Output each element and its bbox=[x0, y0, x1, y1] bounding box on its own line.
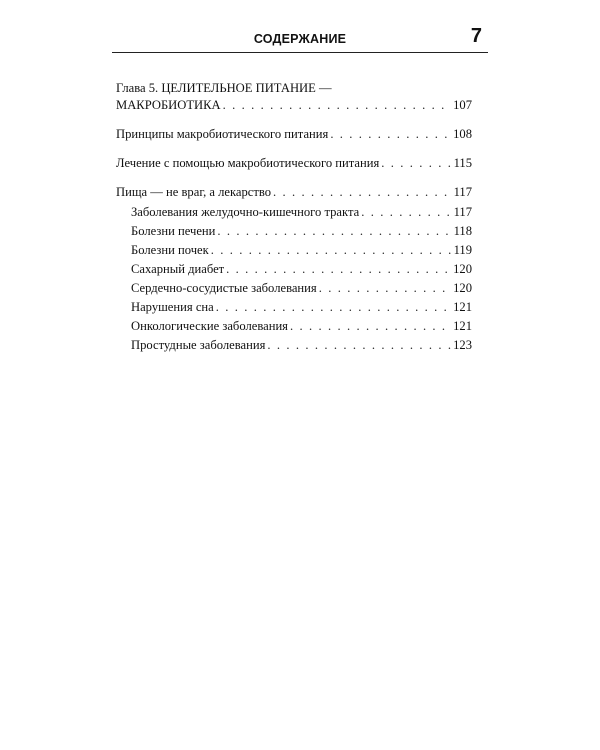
toc-subentry bbox=[116, 318, 472, 335]
toc-entry-page: 115 bbox=[453, 156, 472, 170]
running-header bbox=[112, 26, 488, 53]
chapter-title-line-2-row bbox=[116, 97, 472, 114]
toc-subentry bbox=[116, 299, 472, 316]
toc-subentry-title: Нарушения сна bbox=[131, 300, 214, 314]
dot-leader bbox=[267, 337, 451, 354]
dot-leader bbox=[319, 280, 451, 297]
dot-leader bbox=[223, 97, 451, 114]
toc-entry-title: Принципы макробиотического питания bbox=[116, 127, 329, 141]
toc-group-heading bbox=[116, 184, 472, 201]
dot-leader bbox=[361, 204, 451, 221]
toc-subentry bbox=[116, 261, 472, 278]
toc-subentry bbox=[116, 223, 472, 240]
toc-subentry-title: Сахарный диабет bbox=[131, 262, 225, 276]
toc-entry-title: Лечение с помощью макробиотического питания bbox=[116, 156, 380, 170]
header-title: СОДЕРЖАНИЕ bbox=[253, 32, 347, 46]
toc-subentry bbox=[116, 280, 472, 297]
toc-subentry-page: 121 bbox=[453, 319, 472, 333]
dot-leader bbox=[330, 126, 451, 143]
toc-entry-page: 108 bbox=[453, 127, 472, 141]
dot-leader bbox=[211, 242, 452, 259]
toc-entry bbox=[116, 155, 472, 172]
dot-leader bbox=[381, 155, 451, 172]
toc-group-title: Пища — не враг, а лекарство bbox=[116, 185, 272, 199]
toc-subentry bbox=[116, 242, 472, 259]
toc-subentry-page: 120 bbox=[453, 281, 472, 295]
chapter-page-number: 107 bbox=[453, 98, 472, 112]
chapter-title-line-2: МАКРОБИОТИКА bbox=[116, 98, 221, 112]
toc-subentry-page: 121 bbox=[453, 300, 472, 314]
toc-subentry bbox=[116, 337, 472, 354]
toc-subentry-page: 119 bbox=[453, 243, 472, 257]
page-number: 7 bbox=[470, 25, 482, 47]
toc-subentry-page: 120 bbox=[453, 262, 472, 276]
toc-subentry-page: 118 bbox=[453, 224, 472, 238]
dot-leader bbox=[273, 184, 452, 201]
toc-subentry-title: Заболевания желудочно-кишечного тракта bbox=[131, 205, 360, 219]
toc-subentry-title: Простудные заболевания bbox=[131, 338, 266, 352]
toc-subentry-title: Болезни печени bbox=[131, 224, 216, 238]
dot-leader bbox=[226, 261, 451, 278]
toc-subentry bbox=[116, 204, 472, 221]
toc-subentry-title: Болезни почек bbox=[131, 243, 209, 257]
dot-leader bbox=[217, 223, 451, 240]
dot-leader bbox=[216, 299, 451, 316]
toc-group-page: 117 bbox=[453, 185, 472, 199]
toc-chapter-entry bbox=[116, 80, 472, 114]
toc-entry bbox=[116, 126, 472, 143]
chapter-title-line-1: Глава 5. ЦЕЛИТЕЛЬНОЕ ПИТАНИЕ — bbox=[116, 81, 332, 95]
table-of-contents bbox=[116, 80, 472, 356]
toc-subentry-title: Онкологические заболевания bbox=[131, 319, 288, 333]
dot-leader bbox=[290, 318, 451, 335]
toc-subentry-page: 117 bbox=[453, 205, 472, 219]
toc-subentry-title: Сердечно-сосудистые заболевания bbox=[131, 281, 317, 295]
toc-subentry-page: 123 bbox=[453, 338, 472, 352]
